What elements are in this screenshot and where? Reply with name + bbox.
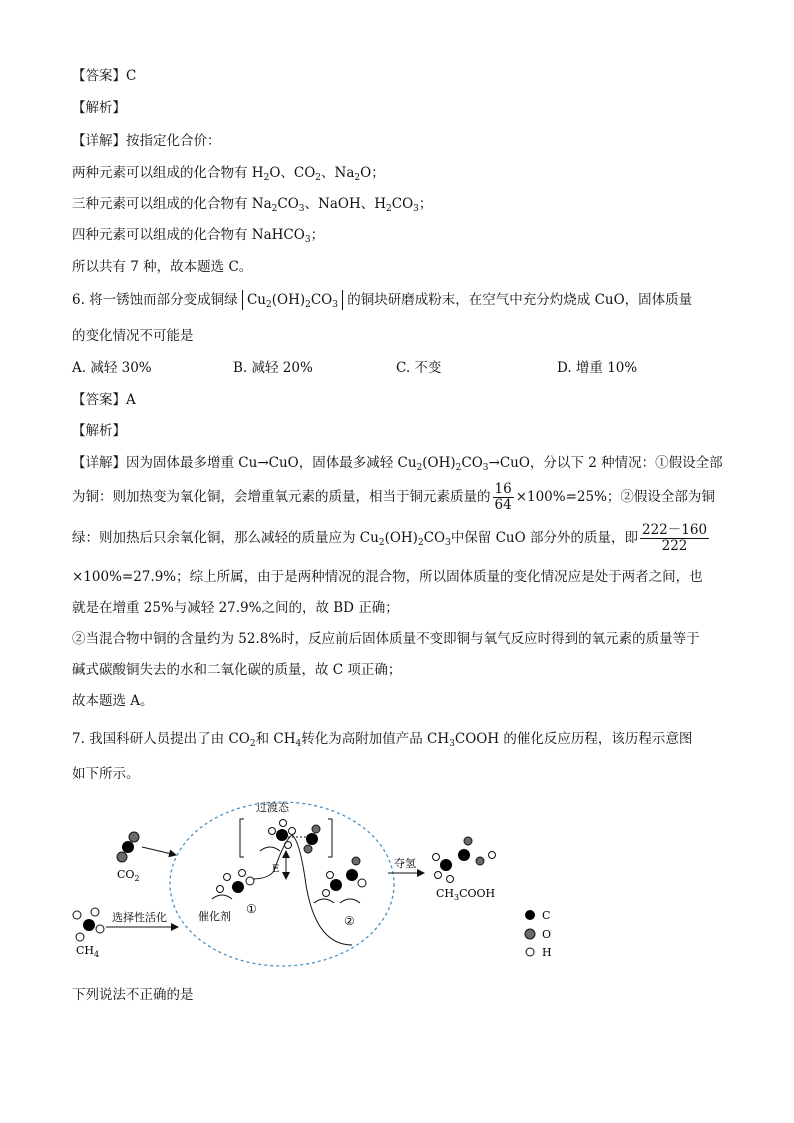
- reaction-mechanism-diagram: [60, 795, 580, 975]
- q5-line4: 所以共有 7 种，故本题选 C。: [72, 259, 253, 275]
- q7-stem: 7. 我国科研人员提出了由 $CO_2$和 $CH_4$转化为高附加值产品 $CH_3COOH$ 的催化反应历程，该历程示意图: [72, 731, 693, 749]
- q6-answer: 【答案】A: [72, 392, 136, 408]
- q6-detail-6: ②当混合物中铜的含量约为 52.8%时，反应前后固体质量不变即铜与氧气反应时得到的氧元素的质量等于: [72, 631, 700, 647]
- dehydrogenation-label: 夺氢: [394, 857, 416, 870]
- q6-jiexi: 【解析】: [72, 423, 126, 439]
- q6-detail-5: 就是在增重 25%与减轻 27.9%之间的，故 BD 正确；: [72, 600, 399, 616]
- step-2-label: ②: [344, 914, 355, 928]
- co2-molecule: [117, 832, 139, 862]
- product-label: $CH_3COOH$: [436, 887, 496, 902]
- q6-option-a: A. 减轻 30%: [72, 360, 152, 376]
- catalyst-label: 催化剂: [198, 910, 231, 923]
- intermediate-1-molecules: [212, 870, 254, 900]
- q5-line3: 四种元素可以组成的化合物有 NaHCO$_3$；: [72, 227, 325, 245]
- co2-label: $CO_2$: [117, 868, 140, 883]
- q6-option-c: C. 不变: [396, 360, 442, 376]
- svg-text:H: H: [542, 946, 552, 959]
- energy-label: E: [272, 864, 280, 875]
- q6-stem-2: 的变化情况不可能是: [72, 328, 194, 344]
- q6-option-b: B. 减轻 20%: [233, 360, 313, 376]
- acetic-acid-molecule: [433, 837, 496, 883]
- step-1-label: ①: [246, 902, 257, 916]
- legend: [525, 909, 552, 959]
- q6-formula: $Cu_2(OH)_2CO_3$: [242, 290, 343, 310]
- q6-detail-4: ×100%=27.9%；综上所属，由于是两种情况的混合物，所以固体质量的变化情况应是处于两者之间，也: [72, 569, 703, 585]
- ch4-molecule: [73, 908, 104, 941]
- intermediate-2-molecules: [314, 857, 366, 903]
- svg-text:C: C: [542, 909, 551, 922]
- q6-stem: 6. 将一锈蚀而部分变成铜绿 $Cu_2(OH)_2CO_3$ 的铜块研磨成粉末，在空气中充分灼烧成 CuO，固体质量: [72, 292, 693, 310]
- q5-answer: 【答案】C: [72, 68, 137, 84]
- q7-tail: 下列说法不正确的是: [72, 987, 194, 1003]
- q5-line2: 三种元素可以组成的化合物有 $Na_2CO_3$、NaOH、$H_2CO_3$；: [72, 196, 433, 214]
- q6-detail-3: 绿：则加热后只余氧化铜，那么减轻的质量应为 $Cu_2(OH)_2CO_3$中保留 CuO 部分外的质量，即 $\frac{222-160}{222}$: [72, 522, 708, 554]
- q5-detail-head: 【详解】按指定化合价：: [72, 133, 221, 149]
- q6-detail-1: 【详解】因为固体最多增重 Cu→CuO，固体最多减轻 $Cu_2(OH)_2CO_3\to CuO$，分以下 2 种情况：①假设全部: [72, 455, 723, 473]
- q6-detail-8: 故本题选 A。: [72, 693, 154, 709]
- transition-state-label: 过渡态: [256, 801, 289, 814]
- q6-detail-7: 碱式碳酸铜失去的水和二氧化碳的质量，故 C 项正确；: [72, 662, 402, 678]
- svg-text:O: O: [542, 928, 552, 941]
- ch4-label: $CH_4$: [76, 944, 100, 959]
- fraction-16-64: $\frac{16}{64}$: [494, 481, 512, 513]
- fraction-222: $\frac{222-160}{222}$: [642, 522, 708, 554]
- q5-line1: 两种元素可以组成的化合物有 $H_2O$、$CO_2$、$Na_2O$；: [72, 165, 385, 183]
- q7-stem-2: 如下所示。: [72, 766, 140, 782]
- q5-jiexi: 【解析】: [72, 100, 126, 116]
- q6-option-d: D. 增重 10%: [557, 360, 638, 376]
- selective-activation-label: 选择性活化: [112, 911, 167, 924]
- q6-detail-2: 为铜：则加热变为氧化铜，会增重氧元素的质量，相当于铜元素质量的 $\frac{16}{64}$ ×100%=25%；②假设全部为铜: [72, 481, 715, 513]
